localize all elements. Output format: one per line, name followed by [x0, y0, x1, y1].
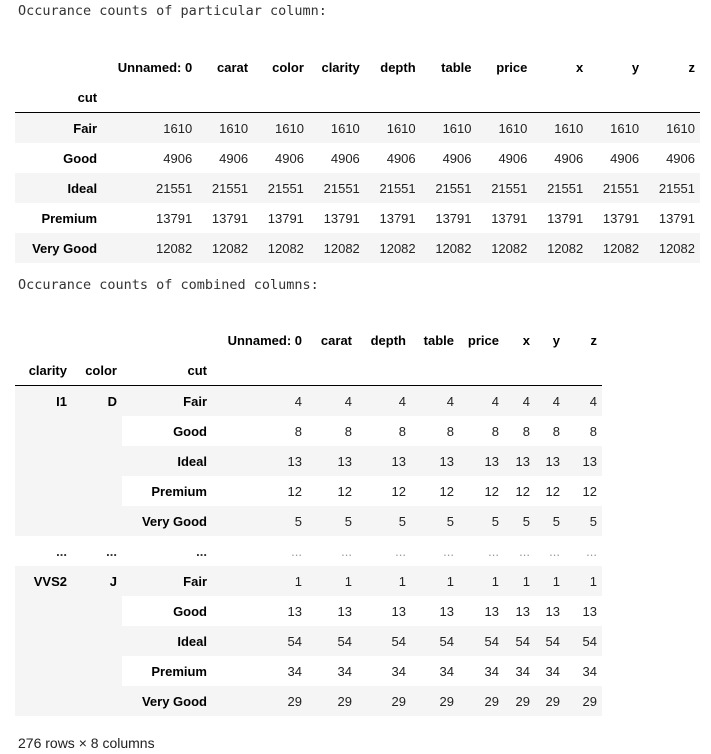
table-cell: 21551 [309, 173, 365, 203]
table-cell: 1 [565, 566, 602, 596]
table-cell: 34 [582, 663, 597, 679]
table-cell: 13791 [435, 210, 472, 226]
empty-header [253, 82, 309, 113]
table-cell: 12082 [421, 233, 477, 263]
table-cell: 13 [212, 446, 307, 476]
table-cell: 4906 [219, 150, 249, 166]
table-cell: 12 [582, 483, 597, 499]
cut-index: Very Good [122, 506, 212, 536]
table-cell: 34 [484, 663, 499, 679]
table-cell: 1 [459, 566, 504, 596]
table-cell: 4906 [386, 150, 416, 166]
cut-index: Good [173, 423, 207, 439]
table-cell: 54 [535, 626, 565, 656]
table-cell: 5 [565, 506, 602, 536]
table-cell: 5 [504, 506, 535, 536]
table-cell: 5 [535, 506, 565, 536]
table-cell: 21551 [253, 173, 309, 203]
table-row [15, 203, 700, 233]
table-cell: 21551 [477, 173, 533, 203]
column-header: Unnamed: 0 [117, 59, 193, 75]
index-name-header: cut [15, 82, 102, 113]
table-cell: 29 [411, 686, 459, 716]
empty-header [565, 355, 602, 386]
row-index: Premium [41, 210, 98, 226]
table-row [15, 386, 602, 417]
table-cell: 13 [535, 446, 565, 476]
table-row [15, 233, 700, 263]
table-cell: 13 [391, 603, 406, 619]
table-cell: 8 [491, 423, 499, 439]
cut-index: Fair [122, 566, 212, 596]
table-row [15, 566, 602, 596]
table-cell: 12 [545, 483, 560, 499]
table-cell: 54 [504, 626, 535, 656]
column-header: z [590, 332, 597, 348]
table-row [15, 143, 700, 173]
table-cell: 12082 [588, 233, 644, 263]
row-index: Very Good [15, 233, 102, 263]
table-cell: 12 [337, 483, 352, 499]
table-cell: 1 [357, 566, 411, 596]
table-cell: 13791 [602, 210, 640, 226]
table-cell: 12 [391, 483, 406, 499]
ellipsis: ... [519, 543, 530, 559]
table-cell: 1610 [309, 113, 365, 144]
table-cell: 13 [484, 603, 499, 619]
table-cell: 1610 [532, 113, 588, 144]
table-cell: 8 [446, 423, 454, 439]
empty-header [365, 82, 421, 113]
table-cell: 34 [545, 663, 560, 679]
table-cell: 13791 [658, 210, 695, 226]
output-caption-1: Occurance counts of particular column: [18, 3, 327, 19]
table-cell: 13791 [379, 210, 416, 226]
column-header: z [688, 59, 695, 75]
table-cell: 4 [535, 386, 565, 417]
column-header: table [423, 332, 454, 348]
table-cell: 12 [439, 483, 454, 499]
table-cell: 12082 [253, 233, 309, 263]
table-cell: 21551 [102, 173, 197, 203]
table-cell: 13791 [547, 210, 584, 226]
table-cell: 13 [287, 603, 302, 619]
table-cell: 34 [439, 663, 454, 679]
table-cell: 4906 [163, 150, 193, 166]
table-cell: 13 [459, 446, 504, 476]
column-header: table [441, 59, 472, 75]
row-index: Good [63, 150, 98, 166]
clarity-index: VVS2 [15, 566, 72, 716]
column-header: x [575, 59, 584, 75]
table-cell: 4906 [610, 150, 640, 166]
ellipsis-row [15, 536, 602, 566]
ellipsis: ... [395, 543, 406, 559]
table-cell: 13 [565, 446, 602, 476]
cut-index: Premium [151, 483, 207, 499]
table-cell: 12082 [532, 233, 588, 263]
table-cell: 13791 [491, 210, 528, 226]
table-cell: 5 [212, 506, 307, 536]
empty-header [102, 82, 197, 113]
table-cell: 4906 [442, 150, 472, 166]
table-cell: 21551 [365, 173, 421, 203]
table-cell: 4906 [554, 150, 584, 166]
table-cell: 54 [357, 626, 411, 656]
color-index: D [72, 386, 122, 537]
clarity-index: I1 [15, 386, 72, 537]
table-cell: 29 [565, 686, 602, 716]
table-cell: 54 [459, 626, 504, 656]
empty-header [307, 355, 357, 386]
table-cell: 4906 [330, 150, 360, 166]
table-cell: 5 [357, 506, 411, 536]
table-cell: 34 [287, 663, 302, 679]
output-caption-2: Occurance counts of combined columns: [18, 277, 319, 293]
column-header: carat [216, 59, 249, 75]
table-cell: 12082 [477, 233, 533, 263]
table-cell: 1 [535, 566, 565, 596]
empty-header [197, 82, 253, 113]
table-cell: 1610 [588, 113, 644, 144]
cut-index: Fair [122, 386, 212, 417]
empty-header [532, 82, 588, 113]
header-corner [15, 52, 102, 82]
table-cell: 21551 [421, 173, 477, 203]
table-cell: 1610 [365, 113, 421, 144]
column-header: depth [370, 332, 406, 348]
column-header: clarity [321, 59, 360, 75]
table-cell: 12 [484, 483, 499, 499]
empty-header [588, 82, 644, 113]
table-cell: 21551 [532, 173, 588, 203]
empty-header [477, 82, 533, 113]
table-cell: 12 [515, 483, 530, 499]
table-cell: 54 [565, 626, 602, 656]
column-header: y [631, 59, 640, 75]
table-cell: 1 [212, 566, 307, 596]
table-cell: 13 [439, 603, 454, 619]
table-cell: 4906 [666, 150, 695, 166]
table-cell: 8 [294, 423, 302, 439]
table-cell: 13 [307, 446, 357, 476]
empty-header [504, 355, 535, 386]
table-cell: 13791 [156, 210, 193, 226]
table-cell: 1 [307, 566, 357, 596]
table-cell: 1610 [421, 113, 477, 144]
table-cell: 54 [212, 626, 307, 656]
table-cell: 13 [545, 603, 560, 619]
cut-index: Premium [151, 663, 207, 679]
table-cell: 29 [307, 686, 357, 716]
table-cell: 4 [565, 386, 602, 417]
ellipsis: ... [443, 543, 454, 559]
index-name-header: clarity [15, 355, 72, 386]
ellipsis: ... [488, 543, 499, 559]
table-row [15, 113, 700, 144]
table-cell: 13 [582, 603, 597, 619]
table-cell: 4 [307, 386, 357, 417]
table-cell: 12082 [197, 233, 253, 263]
column-header: price [496, 59, 528, 75]
table-cell: 4906 [275, 150, 304, 166]
table-cell: 8 [344, 423, 352, 439]
table-cell: 21551 [588, 173, 644, 203]
color-index: J [72, 566, 122, 716]
table-cell: 5 [307, 506, 357, 536]
column-header: x [522, 332, 530, 348]
ellipsis: ... [586, 543, 597, 559]
empty-header [421, 82, 477, 113]
cut-index: Ideal [122, 446, 212, 476]
cut-counts-table [15, 52, 700, 263]
index-name-header: color [72, 355, 122, 386]
table-cell: 8 [589, 423, 597, 439]
column-header: y [552, 332, 560, 348]
combined-counts-table [15, 325, 602, 716]
table-cell: 12082 [644, 233, 700, 263]
column-header: Unnamed: 0 [227, 332, 302, 348]
table-cell: 4 [411, 386, 459, 417]
table-cell: 13 [504, 446, 535, 476]
table-cell: 1610 [477, 113, 533, 144]
empty-header [411, 355, 459, 386]
table-cell: 29 [535, 686, 565, 716]
ellipsis: ... [291, 543, 302, 559]
table-cell: 4 [357, 386, 411, 417]
column-header: price [467, 332, 499, 348]
ellipsis: ... [56, 543, 67, 559]
table-cell: 1610 [253, 113, 309, 144]
header-corner [15, 325, 72, 355]
table-cell: 12 [287, 483, 302, 499]
table-cell: 1 [411, 566, 459, 596]
table-cell: 21551 [644, 173, 700, 203]
table-cell: 12082 [309, 233, 365, 263]
empty-header [535, 355, 565, 386]
table-cell: 8 [552, 423, 560, 439]
empty-header [459, 355, 504, 386]
table-cell: 13791 [211, 210, 249, 226]
header-corner [72, 325, 122, 355]
table-cell: 13791 [267, 210, 304, 226]
ellipsis: ... [341, 543, 352, 559]
table-cell: 13791 [323, 210, 360, 226]
index-name-header: cut [122, 355, 212, 386]
table-shape-footer: 276 rows × 8 columns [18, 735, 155, 751]
table-cell: 54 [307, 626, 357, 656]
column-header: carat [320, 332, 352, 348]
column-header: depth [380, 59, 416, 75]
table-cell: 29 [212, 686, 307, 716]
table-cell: 1610 [644, 113, 700, 144]
table-cell: 1610 [102, 113, 197, 144]
table-cell: 34 [515, 663, 530, 679]
empty-header [212, 355, 307, 386]
table-cell: 13 [515, 603, 530, 619]
table-cell: 29 [357, 686, 411, 716]
table-cell: 12082 [102, 233, 197, 263]
table-cell: 34 [337, 663, 352, 679]
table-cell: 29 [459, 686, 504, 716]
column-header: color [272, 59, 304, 75]
row-index: Ideal [15, 173, 102, 203]
table-cell: 1 [504, 566, 535, 596]
ellipsis: ... [106, 543, 117, 559]
empty-header [309, 82, 365, 113]
table-cell: 21551 [197, 173, 253, 203]
empty-header [357, 355, 411, 386]
table-cell: 54 [411, 626, 459, 656]
table-cell: 5 [459, 506, 504, 536]
row-index: Fair [15, 113, 102, 144]
table-cell: 4 [212, 386, 307, 417]
table-cell: 8 [398, 423, 406, 439]
ellipsis: ... [549, 543, 560, 559]
table-cell: 4906 [498, 150, 528, 166]
table-cell: 8 [522, 423, 530, 439]
table-cell: 5 [411, 506, 459, 536]
table-cell: 4 [504, 386, 535, 417]
table-cell: 34 [391, 663, 406, 679]
empty-header [644, 82, 700, 113]
table-cell: 1610 [197, 113, 253, 144]
header-corner [122, 325, 212, 355]
table-cell: 13 [411, 446, 459, 476]
ellipsis: ... [196, 543, 207, 559]
table-cell: 4 [459, 386, 504, 417]
cut-index: Good [173, 603, 207, 619]
table-cell: 13 [337, 603, 352, 619]
cut-index: Very Good [122, 686, 212, 716]
table-cell: 29 [504, 686, 535, 716]
table-cell: 13 [357, 446, 411, 476]
table-cell: 12082 [365, 233, 421, 263]
cut-index: Ideal [122, 626, 212, 656]
table-row [15, 173, 700, 203]
